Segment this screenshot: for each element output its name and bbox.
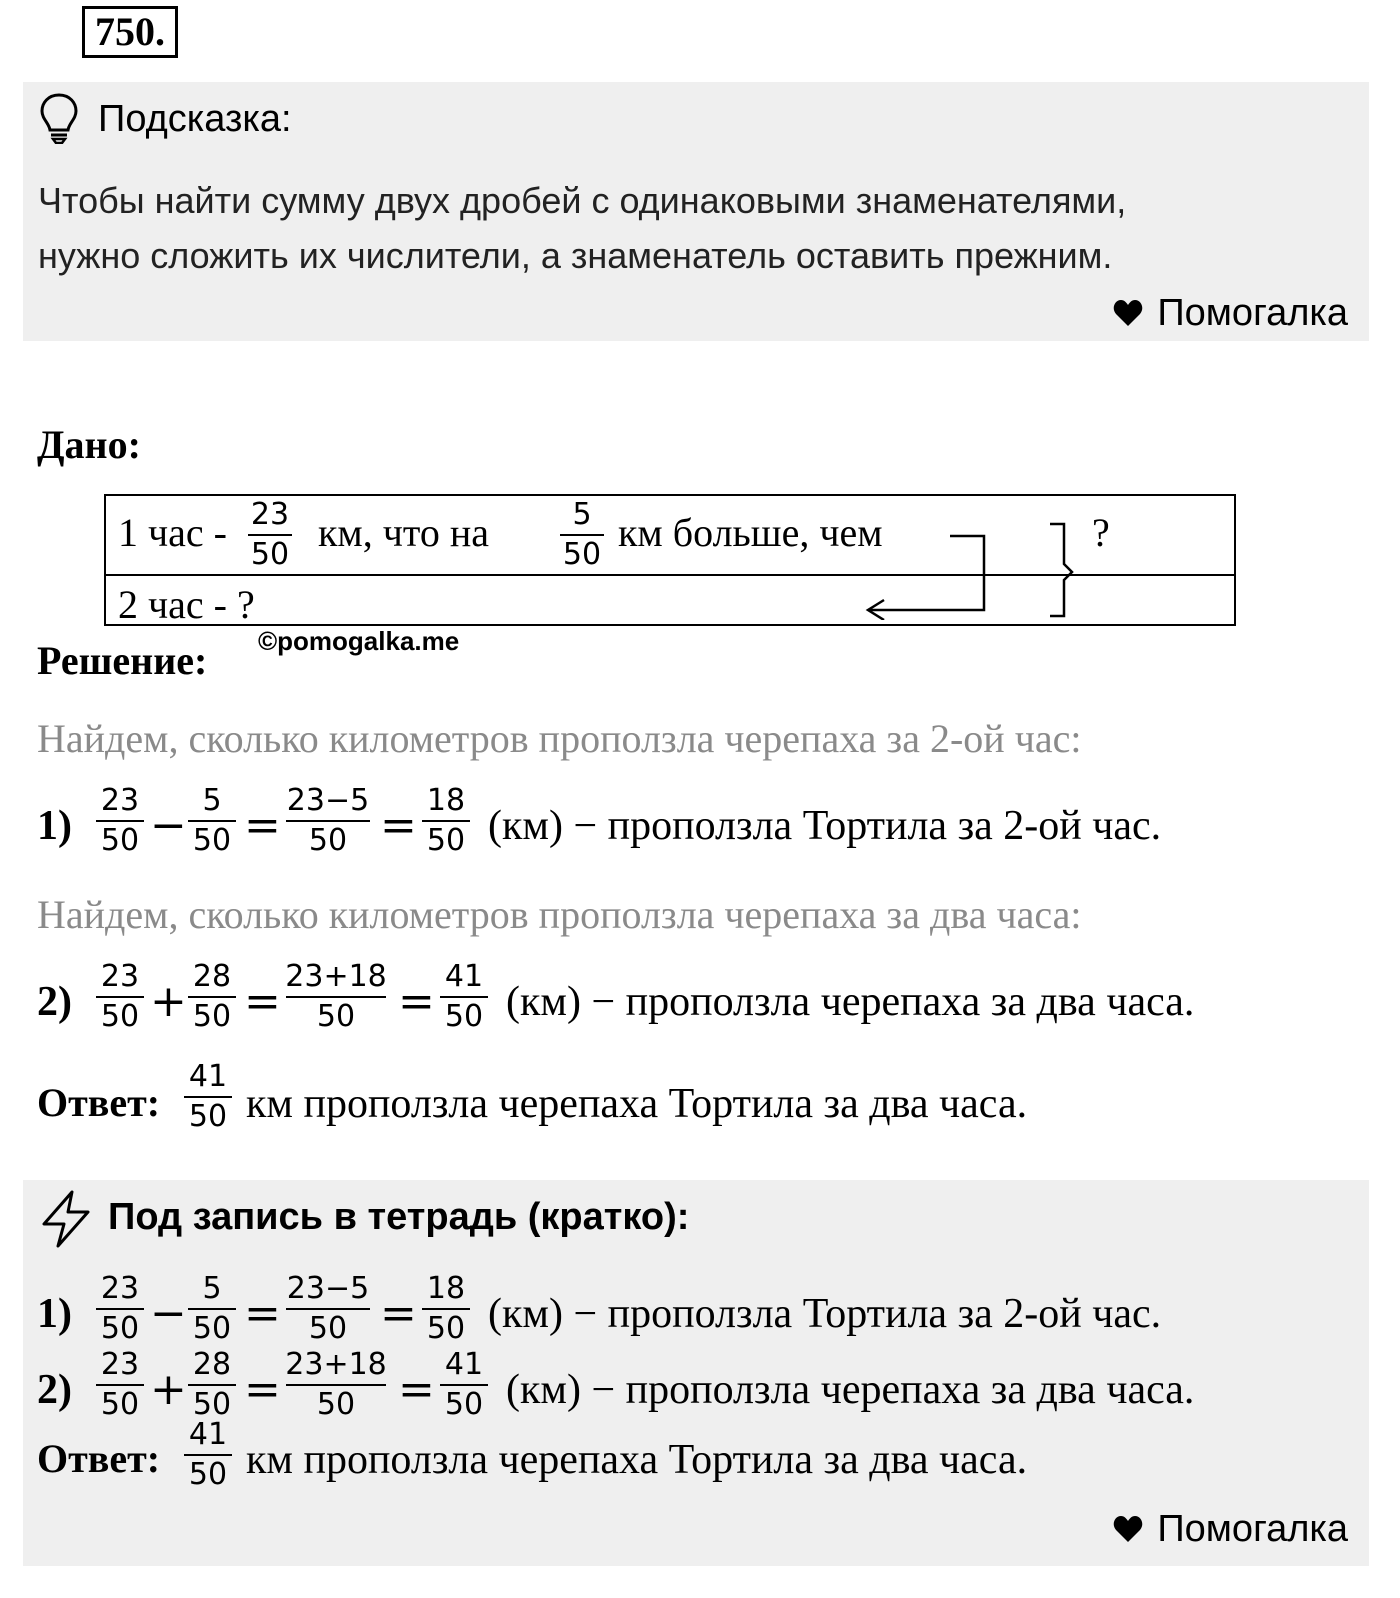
note-answer-label: Ответ:	[37, 1436, 161, 1481]
answer-text: км проползла черепаха Тортила за два часа.	[246, 1081, 1028, 1127]
answer-frac: 41 50	[184, 1062, 232, 1132]
note-step1-eq-1: =	[244, 1288, 281, 1339]
step1-text: (км) − проползла Тортила за 2-ой час.	[488, 803, 1162, 849]
step2-eq-1: =	[244, 976, 281, 1027]
hint-title: Подсказка:	[98, 98, 292, 140]
step2-eq-2: =	[398, 976, 435, 1027]
given-fraction-2: 5 50	[560, 500, 604, 570]
given-fraction-1: 23 50	[248, 500, 292, 570]
task-number: 750.	[82, 6, 178, 58]
step1-frac-2: 5 50	[188, 786, 236, 856]
watermark: ©pomogalka.me	[258, 626, 460, 656]
step1-frac-4: 18 50	[422, 786, 470, 856]
lightning-icon	[40, 1190, 92, 1248]
answer-label: Ответ:	[37, 1080, 161, 1125]
note-answer-text: км проползла черепаха Тортила за два часа.	[246, 1437, 1028, 1483]
note-step2-op: +	[150, 1364, 187, 1415]
hint-line-1: Чтобы найти сумму двух дробей с одинаковыми знаменателями,	[38, 180, 1127, 221]
step2-frac-1: 23 50	[96, 962, 144, 1032]
note-answer-frac: 41 50	[184, 1420, 232, 1490]
step2-frac-3: 23+18 50	[285, 959, 387, 1034]
step2-frac-4: 41 50	[440, 962, 488, 1032]
step1-intro: Найдем, сколько километров проползла черепаха за 2-ой час:	[37, 716, 1082, 761]
note-step2-frac-4: 41 50	[440, 1350, 488, 1420]
given-question: ?	[1092, 510, 1110, 555]
given-label: Дано:	[37, 422, 141, 467]
note-step1-eq-2: =	[380, 1288, 417, 1339]
heart-icon	[1113, 299, 1143, 327]
notebook-title: Под запись в тетрадь (кратко):	[108, 1196, 690, 1238]
note-step2-number: 2)	[37, 1367, 72, 1413]
note-step2-frac-2: 28 50	[188, 1350, 236, 1420]
step1-op: −	[150, 800, 187, 851]
given-row1-prefix: 1 час -	[118, 510, 227, 555]
hint-line-2: нужно сложить их числители, а знаменатель оставить прежним.	[38, 235, 1113, 276]
note-step1-op: −	[150, 1288, 187, 1339]
step2-intro: Найдем, сколько километров проползла черепаха за два часа:	[37, 892, 1082, 937]
note-step1-number: 1)	[37, 1291, 72, 1337]
step1-eq-2: =	[380, 800, 417, 851]
step2-op: +	[150, 976, 187, 1027]
solution-label: Решение:	[37, 638, 208, 683]
lightbulb-icon	[38, 92, 80, 144]
note-step2-eq-1: =	[244, 1364, 281, 1415]
note-step2-eq-2: =	[398, 1364, 435, 1415]
step1-frac-1: 23 50	[96, 786, 144, 856]
given-row1-suffix: км больше, чем	[618, 510, 883, 555]
note-step2-text: (км) − проползла черепаха за два часа.	[506, 1367, 1195, 1413]
step2-frac-2: 28 50	[188, 962, 236, 1032]
step1-frac-3: 23−5 50	[286, 783, 370, 858]
step1-eq-1: =	[244, 800, 281, 851]
step1-number: 1)	[37, 803, 72, 849]
note-step2-frac-1: 23 50	[96, 1350, 144, 1420]
given-row2: 2 час - ?	[118, 582, 255, 627]
note-step1-text: (км) − проползла Тортила за 2-ой час.	[488, 1291, 1162, 1337]
note-step1-frac-4: 18 50	[422, 1274, 470, 1344]
given-row1-mid: км, что на	[318, 510, 489, 555]
step2-text: (км) − проползла черепаха за два часа.	[506, 979, 1195, 1025]
note-step1-frac-1: 23 50	[96, 1274, 144, 1344]
note-step1-frac-2: 5 50	[188, 1274, 236, 1344]
note-step2-frac-3: 23+18 50	[285, 1347, 387, 1422]
hint-brand: Помогалка	[1113, 290, 1348, 336]
step2-number: 2)	[37, 979, 72, 1025]
notebook-brand: Помогалка	[1113, 1506, 1348, 1552]
comparison-arrow	[850, 520, 1130, 620]
note-step1-frac-3: 23−5 50	[286, 1271, 370, 1346]
heart-icon	[1113, 1515, 1143, 1543]
